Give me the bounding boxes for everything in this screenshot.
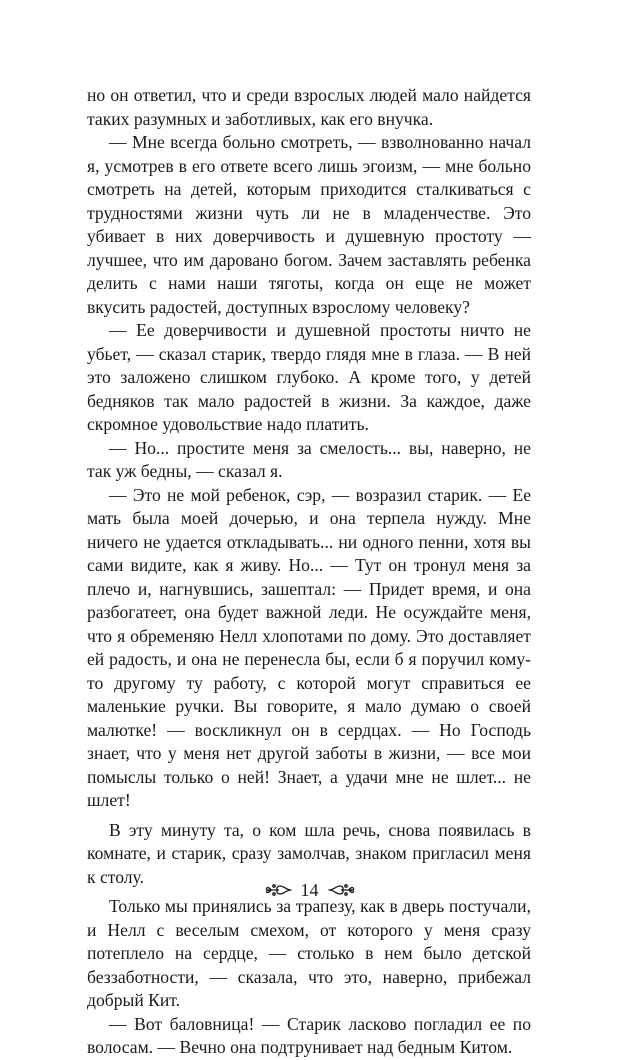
paragraph: Только мы принялись за трапезу, как в дверь постучали, и Нелл с веселым смехом, от которого у меня сразу потеплело на сердце, — столько в нем было детской беззаботности, — сказала, что это, наверно, прибежал добрый Кит. (87, 896, 531, 1010)
page-number: 14 (300, 880, 319, 900)
paragraph: — Ее доверчивости и душевной простоты ничто не убьет, — сказал старик, твердо глядя мне в глаза. — В ней это заложено слишком глубоко. А кроме того, у детей бедняков так мало радостей в жизни. За каждое, даже скромное удовольствие надо платить. (87, 320, 531, 434)
paragraph: но он ответил, что и среди взрослых людей мало найдется таких разумных и заботливых, как его внучка. (87, 85, 531, 129)
paragraph: — Это не мой ребенок, сэр, — возразил старик. — Ее мать была моей дочерью, и она терпела нужду. Мне ничего не удается откладывать... ни одного пенни, хотя вы сами видите, как я живу. Но... — Тут он тронул меня за плечо и, нагнувшись, зашептал: — Придет время, и она разбогатеет, она будет важной леди. Не осуждайте меня, что я обременяю Нелл хлопотами по дому. Это доставляет ей радость, и она не перенесла бы, если б я поручил кому-то другому ту работу, с которой могут справиться ее маленькие ручки. Вы говорите, я мало думаю о своей малютке! — воскликнул он в сердцах. — Но Господь знает, что у меня нет другой заботы в жизни, — все мои помыслы только о ней! Знает, а удачи мне не шлет... не шлет! (87, 484, 531, 810)
paragraph: — Но... простите меня за смелость... вы, наверно, не так уж бедны, — сказал я. (87, 437, 531, 481)
fleuron-right-icon (327, 882, 355, 898)
page-footer (0, 877, 619, 903)
paragraph: — Мне всегда больно смотреть, — взволнованно начал я, усмотрев в его ответе всего лишь эгоизм, — мне больно смотреть на детей, которым приходится сталкиваться с трудностями жизни чуть ли не в младенчестве. Это убивает в них доверчивость и душевную простоту — лучшее, что им даровано богом. Зачем заставлять ребенка делить с нами наши тяготы, когда он еще не может вкусить радостей, доступных взрослому человеку? (87, 132, 531, 317)
paragraph: — Вот баловница! — Старик ласково погладил ее по волосам. — Вечно она подтрунивает над бедным Китом. (87, 1013, 531, 1057)
paragraph: В эту минуту та, о ком шла речь, снова появилась в комнате, и старик, сразу замолчав, знаком пригласил меня к столу. (87, 819, 531, 887)
body-text (87, 84, 531, 1060)
fleuron-left-icon (265, 882, 293, 898)
